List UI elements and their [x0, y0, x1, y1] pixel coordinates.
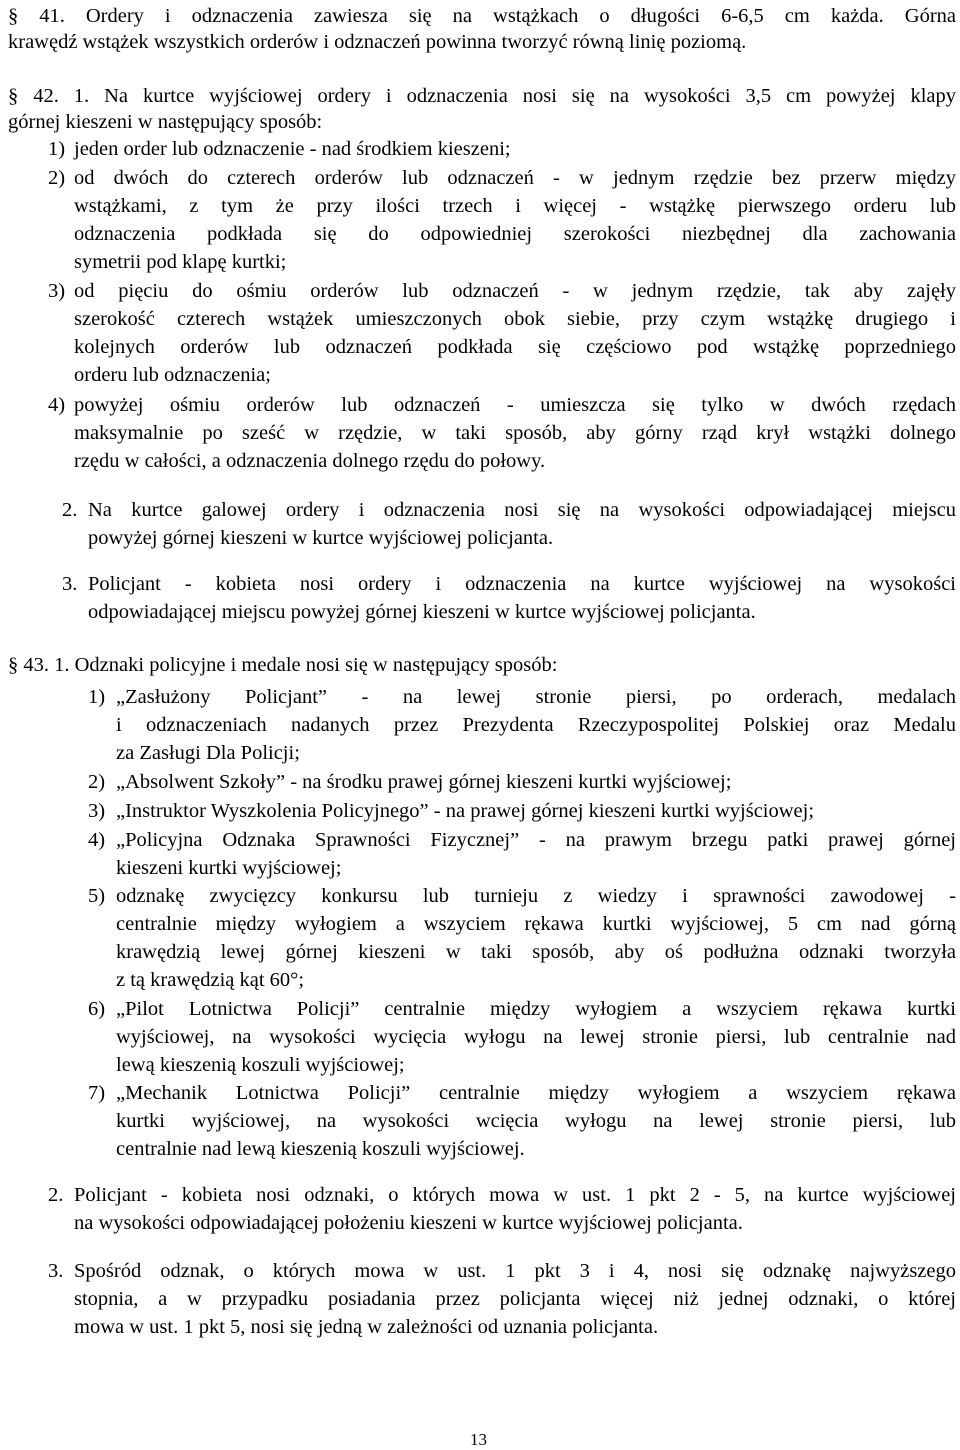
item-number: 1): [48, 138, 66, 160]
item-line: powyżej ośmiu orderów lub odznaczeń - umieszcza się tylko w dwóch rzędach: [74, 394, 956, 416]
p43-1-line: § 43. 1. Odznaki policyjne i medale nosi się w następujący sposób:: [8, 654, 558, 676]
item-line: „Instruktor Wyszkolenia Policyjnego” - na prawej górnej kieszeni kurtki wyjściowej;: [116, 800, 815, 822]
item-line: lewą kieszenią koszuli wyjściowej;: [116, 1054, 405, 1076]
p42-1-line-2: górnej kieszeni w następujący sposób:: [8, 111, 323, 133]
item-line: jeden order lub odznaczenie - nad środkiem kieszeni;: [74, 138, 511, 160]
section-line: odpowiadającej miejscu powyżej górnej kieszeni w kurtce wyjściowej policjanta.: [88, 601, 756, 623]
item-line: od dwóch do czterech orderów lub odznaczeń - w jednym rzędzie bez przerw między: [74, 167, 956, 189]
p41-line-2: krawędź wstążek wszystkich orderów i odznaczeń powinna tworzyć równą linię poziomą.: [8, 31, 747, 53]
item-number: 3): [48, 280, 66, 302]
item-line: odznaczenia podkłada się do odpowiedniej szerokości niezbędnej dla zachowania: [74, 223, 956, 245]
item-number: 4): [48, 394, 66, 416]
section-line: na wysokości odpowiadającej położeniu kieszeni w kurtce wyjściowej policjanta.: [74, 1212, 743, 1234]
section-number: 3.: [48, 1260, 64, 1282]
item-number: 3): [88, 800, 106, 822]
section-line: mowa w ust. 1 pkt 5, nosi się jedną w zależności od uznania policjanta.: [74, 1316, 659, 1338]
section-line: stopnia, a w przypadku posiadania przez policjanta więcej niż jednej odznaki, o której: [74, 1288, 956, 1310]
p41-line-1: § 41. Ordery i odznaczenia zawiesza się na wstążkach o długości 6-6,5 cm każda. Górna: [8, 5, 956, 27]
item-line: wyjściowej, na wysokości wycięcia wyłogu na lewej stronie piersi, lub centralnie nad: [116, 1026, 956, 1048]
item-line: od pięciu do ośmiu orderów lub odznaczeń - w jednym rzędzie, tak aby zajęły: [74, 280, 956, 302]
item-line: kieszeni kurtki wyjściowej;: [116, 857, 342, 879]
section-number: 3.: [62, 573, 78, 595]
item-number: 5): [88, 885, 106, 907]
item-line: orderu lub odznaczenia;: [74, 364, 271, 386]
section-number: 2.: [62, 499, 78, 521]
item-line: krawędzią lewej górnej kieszeni w taki sposób, aby oś podłużna odznaki tworzyła: [116, 941, 956, 963]
item-line: rzędu w całości, a odznaczenia dolnego rzędu do połowy.: [74, 450, 546, 472]
item-number: 1): [88, 686, 106, 708]
item-line: „Zasłużony Policjant” - na lewej stronie piersi, po orderach, medalach: [116, 686, 956, 708]
section-line: Policjant - kobieta nosi odznaki, o których mowa w ust. 1 pkt 2 - 5, na kurtce wyjściowej: [74, 1184, 956, 1206]
item-number: 2): [48, 167, 66, 189]
page-number: 13: [470, 1430, 487, 1449]
item-line: „Absolwent Szkoły” - na środku prawej górnej kieszeni kurtki wyjściowej;: [116, 771, 732, 793]
item-line: „Mechanik Lotnictwa Policji” centralnie między wyłogiem a wszyciem rękawa: [116, 1082, 956, 1104]
section-line: powyżej górnej kieszeni w kurtce wyjściowej policjanta.: [88, 527, 554, 549]
item-line: „Pilot Lotnictwa Policji” centralnie między wyłogiem a wszyciem rękawa kurtki: [116, 998, 956, 1020]
item-line: „Policyjna Odznaka Sprawności Fizycznej” - na prawym brzegu patki prawej górnej: [116, 829, 956, 851]
item-number: 6): [88, 998, 106, 1020]
item-line: kolejnych orderów lub odznaczeń podkłada się częściowo pod wstążkę poprzedniego: [74, 336, 956, 358]
item-line: i odznaczeniach nadanych przez Prezydenta Rzeczypospolitej Polskiej oraz Medalu: [116, 714, 956, 736]
item-line: maksymalnie po sześć w rzędzie, w taki sposób, aby górny rząd krył wstążki dolnego: [74, 422, 956, 444]
section-line: Policjant - kobieta nosi ordery i odznaczenia na kurtce wyjściowej na wysokości: [88, 573, 956, 595]
section-line: Na kurtce galowej ordery i odznaczenia nosi się na wysokości odpowiadającej miejscu: [88, 499, 956, 521]
item-line: z tą krawędzią kąt 60°;: [116, 969, 305, 991]
item-number: 2): [88, 771, 106, 793]
section-line: Spośród odznak, o których mowa w ust. 1 pkt 3 i 4, nosi się odznakę najwyższego: [74, 1260, 956, 1282]
item-line: szerokość czterech wstążek umieszczonych obok siebie, przy czym wstążkę drugiego i: [74, 308, 956, 330]
item-line: centralnie między wyłogiem a wszyciem rękawa kurtki wyjściowej, 5 cm nad górną: [116, 913, 956, 935]
p42-1-line-1: § 42. 1. Na kurtce wyjściowej ordery i odznaczenia nosi się na wysokości 3,5 cm powyżej klapy: [8, 85, 956, 107]
item-line: kurtki wyjściowej, na wysokości wcięcia wyłogu na lewej stronie piersi, lub: [116, 1110, 956, 1132]
item-line: centralnie nad lewą kieszenią koszuli wyjściowej.: [116, 1138, 525, 1160]
item-line: za Zasługi Dla Policji;: [116, 742, 300, 764]
item-line: odznakę zwycięzcy konkursu lub turnieju z wiedzy i sprawności zawodowej -: [116, 885, 956, 907]
item-number: 4): [88, 829, 106, 851]
item-line: symetrii pod klapę kurtki;: [74, 251, 287, 273]
item-line: wstążkami, z tym że przy ilości trzech i więcej - wstążkę pierwszego orderu lub: [74, 195, 956, 217]
section-number: 2.: [48, 1184, 64, 1206]
item-number: 7): [88, 1082, 106, 1104]
